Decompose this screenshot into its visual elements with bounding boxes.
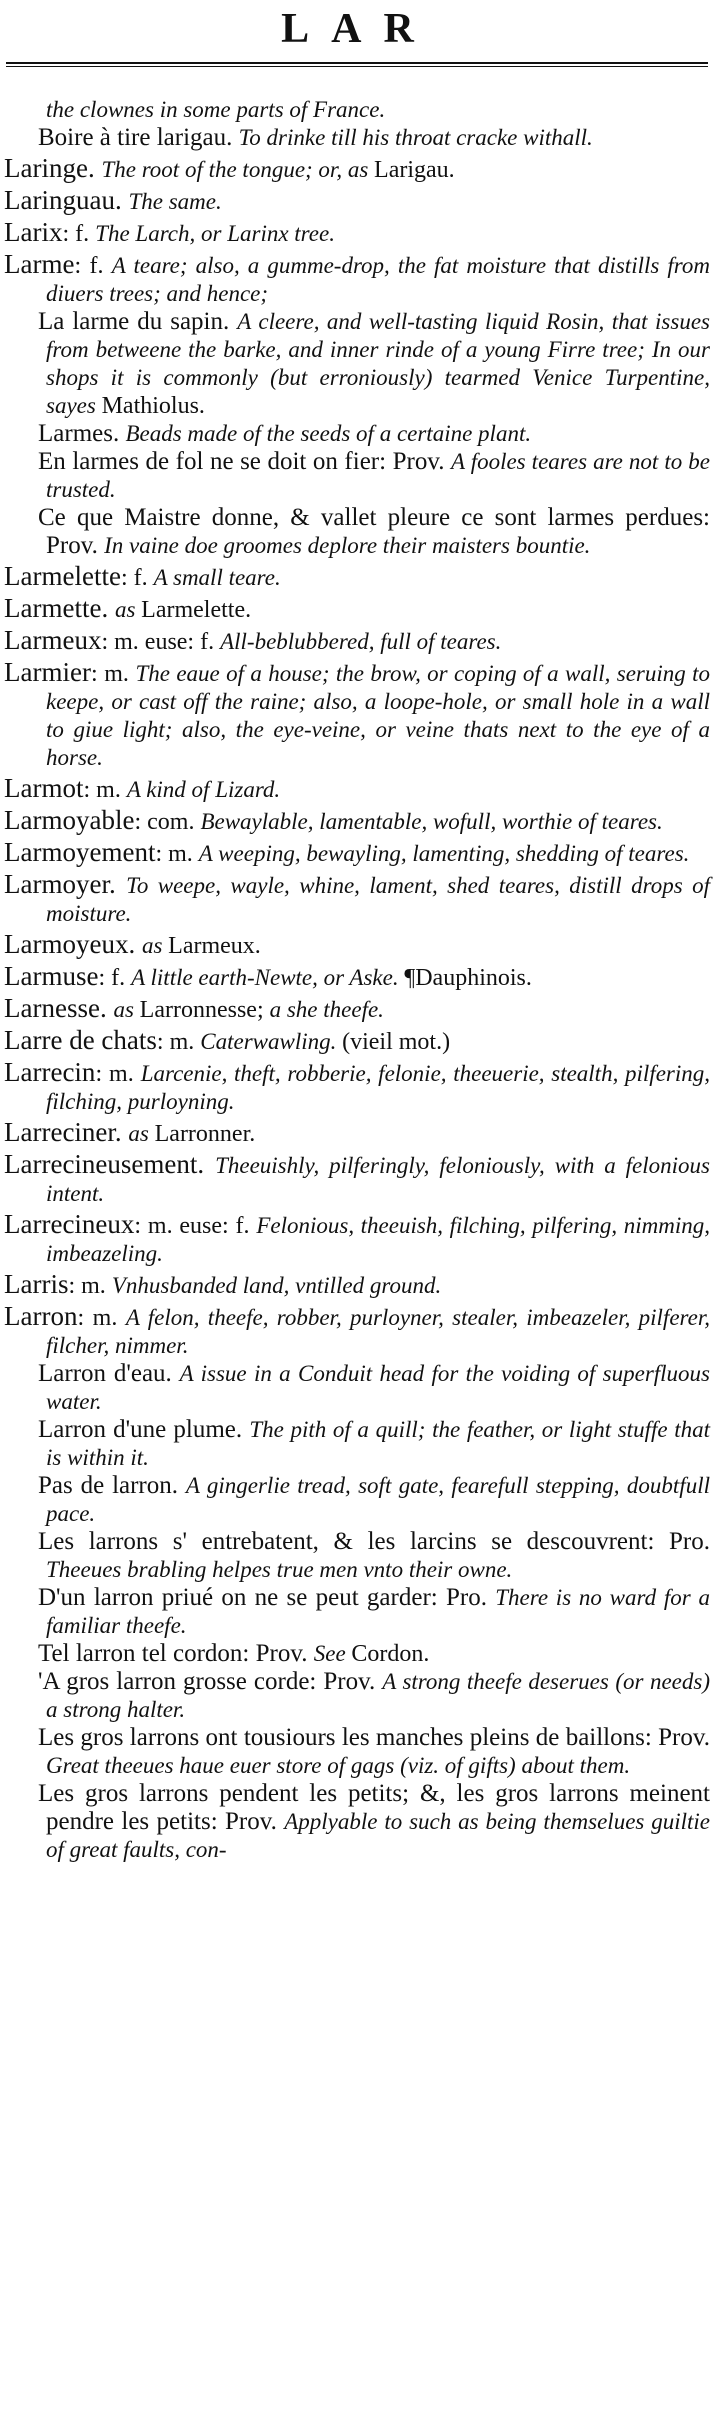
gloss: A felon, theefe, robber, purloyner, stealer, imbeazeler, pilferer, filcher, nimmer.: [46, 1305, 710, 1358]
dictionary-subentry: [4, 124, 710, 152]
dictionary-entry: [4, 838, 710, 868]
dictionary-entry: [4, 1270, 710, 1300]
dictionary-entry: [4, 962, 710, 992]
dictionary-entry: [4, 774, 710, 804]
dictionary-subentry: [4, 504, 710, 560]
gloss: as: [141, 933, 169, 958]
subentry-phrase: Larmes.: [38, 420, 126, 447]
dictionary-subentry: [4, 1360, 710, 1416]
gloss: Beads made of the seeds of a certaine plant.: [125, 421, 532, 446]
gloss: Vnhusbanded land, vntilled ground.: [111, 1273, 442, 1298]
plain-text: : f.: [62, 221, 96, 247]
headword: Larmoyeux.: [4, 929, 142, 959]
dictionary-subentry: [4, 1472, 710, 1528]
plain-text: : m. euse: f.: [134, 1213, 257, 1239]
dictionary-subentry: [4, 1668, 710, 1724]
headword: Larrecineusement.: [4, 1149, 216, 1179]
subentry-phrase: En larmes de fol ne se doit on fier: Prov.: [38, 448, 452, 475]
gloss: To weepe, wayle, whine, lament, shed teares, distill drops of moisture.: [46, 873, 710, 926]
headword: Larmeux: [4, 625, 102, 655]
headword: Larron: [4, 1301, 78, 1331]
plain-text: Larigau.: [374, 157, 455, 183]
plain-text: : m. euse: f.: [101, 629, 221, 655]
entry-list: [4, 96, 710, 1864]
subentry-phrase: Ce que Maistre donne, & vallet pleure ce sont larmes perdues: Prov.: [38, 504, 710, 559]
dictionary-entry: [4, 1118, 710, 1148]
plain-text: Cordon.: [351, 1641, 430, 1667]
headword: Larme: [4, 249, 75, 279]
gloss: a she theefe.: [269, 997, 384, 1022]
plain-text: (vieil mot.): [342, 1029, 451, 1055]
plain-text: : m.: [90, 661, 136, 687]
subentry-phrase: 'A gros larron grosse corde: Prov.: [38, 1668, 383, 1695]
plain-text: : f.: [98, 965, 132, 991]
gloss: The Larch, or Larinx tree.: [95, 221, 335, 246]
gloss: Larcenie, theft, robberie, felonie, theeuerie, stealth, pilfering, filching, purloyning.: [46, 1061, 710, 1114]
gloss: A strong theefe deserues (or needs) a strong halter.: [46, 1669, 711, 1722]
dictionary-entry: [4, 186, 710, 216]
headword: Larrecin: [4, 1057, 96, 1087]
gloss: The pith of a quill; the feather, or light stuffe that is within it.: [46, 1417, 710, 1470]
headword: Larmoyer.: [4, 869, 127, 899]
headword: Laringe.: [4, 153, 102, 183]
dictionary-subentry: [4, 308, 710, 420]
plain-text: Larronnesse;: [139, 997, 270, 1023]
gloss: as: [128, 1121, 155, 1146]
gloss: Theeuishly, pilferingly, feloniously, with a felonious intent.: [46, 1153, 711, 1206]
plain-text: : m.: [156, 1029, 201, 1055]
subentry-phrase: Pas de larron.: [38, 1472, 186, 1499]
dictionary-entry: [4, 1302, 710, 1360]
dictionary-subentry: [4, 1780, 710, 1864]
plain-text: : com.: [134, 809, 201, 835]
headword: Larmette.: [4, 593, 115, 623]
gloss: as: [114, 597, 142, 622]
gloss: The same.: [128, 189, 222, 214]
dictionary-entry: [4, 870, 710, 928]
gloss: A fooles teares are not to be trusted.: [46, 449, 710, 502]
dictionary-subentry: [4, 1416, 710, 1472]
headword: Larmier: [4, 657, 91, 687]
dictionary-entry: [4, 806, 710, 836]
dictionary-entry: [4, 1150, 710, 1208]
gloss: To drinke till his throat cracke withall.: [238, 125, 593, 150]
headword: Larris: [4, 1269, 69, 1299]
subentry-phrase: Boire à tire larigau.: [38, 124, 239, 151]
gloss: A cleere, and well-tasting liquid Rosin, that issues from betweene the barke, and inner rinde of a young Firre tree; In our shops it is commonly (but erroniously) tearmed Venice Turpentine, sayes: [46, 309, 710, 418]
gloss: See: [313, 1641, 352, 1666]
subentry-phrase: Larron d'une plume.: [38, 1416, 250, 1443]
subentry-phrase: Tel larron tel cordon: Prov.: [38, 1640, 314, 1667]
gloss: Great theeues haue euer store of gags (viz. of gifts) about them.: [46, 1753, 631, 1778]
gloss: The eaue of a house; the brow, or coping of a wall, seruing to keepe, or cast off the raine; also, a loope-hole, or small hole in a wall to giue light; also, the eye-veine, or veine thats next to the eye of a horse.: [46, 661, 710, 770]
gloss: A small teare.: [153, 565, 281, 590]
subentry-phrase: D'un larron priué on ne se peut garder: Pro.: [38, 1584, 496, 1611]
subentry-phrase: Les gros larrons pendent les petits; &, les gros larrons meinent pendre les petits: Prov.: [38, 1780, 710, 1835]
gloss: Bewaylable, lamentable, wofull, worthie of teares.: [200, 809, 663, 834]
dictionary-entry: [4, 1210, 710, 1268]
gloss: A gingerlie tread, soft gate, fearefull stepping, doubtfull pace.: [46, 1473, 710, 1526]
subentry-phrase: Larron d'eau.: [38, 1360, 180, 1387]
plain-text: Larronner.: [154, 1121, 256, 1147]
dictionary-entry: [4, 658, 710, 772]
plain-text: Larmelette.: [141, 597, 252, 623]
dictionary-entry: [4, 154, 710, 184]
headword: Larre de chats: [4, 1025, 157, 1055]
dictionary-entry: [4, 994, 710, 1024]
gloss: The root of the tongue; or, as: [101, 157, 375, 182]
gloss: the clownes in some parts of France.: [46, 97, 386, 122]
dictionary-subentry: [4, 448, 710, 504]
plain-text: : m.: [155, 841, 199, 867]
dictionary-entry: [4, 930, 710, 960]
headword: Larmoyable: [4, 805, 135, 835]
dictionary-subentry: [4, 420, 710, 448]
headword: Larmot: [4, 773, 84, 803]
header-rule-thin: [6, 66, 708, 67]
dictionary-entry: [4, 626, 710, 656]
plain-text: : f.: [120, 565, 154, 591]
dictionary-entry: [4, 1026, 710, 1056]
gloss: Theeues brabling helpes true men vnto their owne.: [46, 1557, 513, 1582]
headword: Larreciner.: [4, 1117, 129, 1147]
gloss: Caterwawling.: [200, 1029, 343, 1054]
dictionary-entry: [4, 594, 710, 624]
gloss: A issue in a Conduit head for the voiding of superfluous water.: [46, 1361, 710, 1414]
subentry-phrase: Les larrons s' entrebatent, & les larcins se descouvrent: Pro.: [38, 1528, 710, 1555]
gloss: There is no ward for a familiar theefe.: [46, 1585, 710, 1638]
dictionary-subentry: [4, 1528, 710, 1584]
gloss: A kind of Lizard.: [126, 777, 281, 802]
headword: Larrecineux: [4, 1209, 135, 1239]
page-header: LAR: [281, 6, 436, 52]
gloss: In vaine doe groomes deplore their maisters bountie.: [104, 533, 591, 558]
dictionary-entry: [4, 250, 710, 308]
gloss: All-beblubbered, full of teares.: [220, 629, 502, 654]
gloss: Felonious, theeuish, filching, pilfering, nimming, imbeazeling.: [46, 1213, 710, 1266]
headword: Laringuau.: [4, 185, 129, 215]
subentry-phrase: La larme du sapin.: [38, 308, 238, 335]
subentry-phrase: Les gros larrons ont tousiours les manches pleins de baillons: Prov.: [38, 1724, 710, 1751]
headword: Larmoyement: [4, 837, 156, 867]
plain-text: Larmeux.: [168, 933, 261, 959]
dictionary-subentry: [4, 1724, 710, 1780]
header-rule: [6, 62, 708, 64]
plain-text: : f.: [74, 253, 112, 279]
dictionary-entry: [4, 562, 710, 592]
plain-text: : m.: [77, 1305, 126, 1331]
headword: Larmelette: [4, 561, 121, 591]
headword: Larmuse: [4, 961, 99, 991]
gloss: A teare; also, a gumme-drop, the fat moisture that distills from diuers trees; and hence;: [46, 253, 710, 306]
dictionary-subentry: [4, 96, 710, 124]
gloss: A little earth-Newte, or Aske.: [131, 965, 405, 990]
headword: Larix: [4, 217, 63, 247]
gloss: A weeping, bewayling, lamenting, shedding of teares.: [198, 841, 690, 866]
dictionary-subentry: [4, 1584, 710, 1640]
plain-text: : m.: [95, 1061, 141, 1087]
gloss: Applyable to such as being themselues guiltie of great faults, con-: [46, 1809, 710, 1862]
plain-text: Mathiolus.: [101, 393, 205, 419]
dictionary-entry: [4, 1058, 710, 1116]
plain-text: : m.: [68, 1273, 112, 1299]
gloss: as: [113, 997, 140, 1022]
dictionary-entry: [4, 218, 710, 248]
dictionary-subentry: [4, 1640, 710, 1668]
plain-text: : m.: [83, 777, 127, 803]
headword: Larnesse.: [4, 993, 114, 1023]
plain-text: ¶Dauphinois.: [404, 965, 532, 991]
